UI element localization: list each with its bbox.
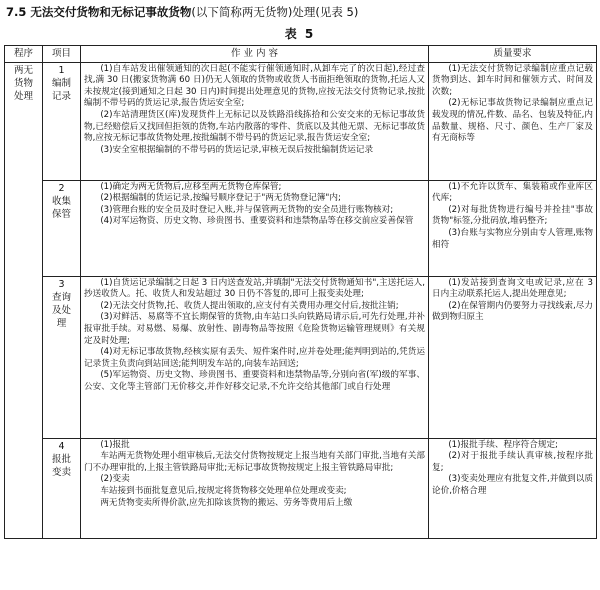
content-paragraph: (3)管理台账的安全员及时登记入账,并与保管两无货物的安全员进行账物核对; xyxy=(100,204,394,215)
content-paragraph: 车站两无货物处理小组审核后,无法交付货物按规定上报当地有关部门审批,当地有关部门不办理审批的,上报主管铁路局审批;无标记事故货物按规定上报主管铁路局审批; xyxy=(84,451,425,473)
content-paragraph: (1)自货运记录编制之日起 3 日内送查发站,并填制"无法交付货物通知书",主送托运人,抄送收货人。托、收货人和发站超过 30 日仍不答复的,即可上报变卖处理; xyxy=(84,277,425,300)
content-paragraph: (3)对鲜活、易腐等不宜长期保管的货物,由车站口头向铁路局请示后,可先行处理,并补报审批手续。对易燃、易爆、放射性、剧毒物品等按照《危险货物运输管理规则》有关规定及时处理; xyxy=(84,312,425,346)
item-cell xyxy=(43,62,81,180)
content-paragraph: 车站接到书面批复意见后,按规定将货物移交处理单位处理或变卖; xyxy=(100,485,347,496)
item-name: 查询及处理 xyxy=(51,291,71,329)
process-table xyxy=(4,45,597,539)
requirement-paragraph: (1)报批手续、程序符合规定; xyxy=(448,439,558,450)
table-row xyxy=(5,276,597,438)
requirement-cell xyxy=(429,438,597,538)
content-cell xyxy=(81,438,429,538)
item-cell xyxy=(43,180,81,276)
header-content: 作 业 内 容 xyxy=(81,46,429,63)
table-caption: 表 5 xyxy=(284,27,316,41)
requirement-paragraph: (2)无标记事故货物记录编制应重点记载发现的情况,件数、品名、包装及特征,内品数量、规格、尺寸、颜色、生产厂家及有无商标等 xyxy=(432,98,593,144)
item-number: 2 xyxy=(58,182,65,194)
requirement-cell xyxy=(429,62,597,180)
section-heading xyxy=(6,4,594,20)
content-paragraph: (2)无法交付货物,托、收货人提出领取的,应支付有关费用办理交付后,按批注销; xyxy=(100,300,399,311)
process-name: 两无货物处理 xyxy=(13,64,33,102)
item-number: 1 xyxy=(58,64,65,76)
requirement-cell xyxy=(429,180,597,276)
content-paragraph: (1)自车站发出催领通知的次日起(不能实行催领通知时,从卸车完了的次日起),经过查找,满 30 日(搬家货物满 60 日)仍无人领取的货物或收货人书面拒绝领取的货物,托运人又未按规定(接到通知之日起 30 日内)时间提出处理意见的货物,应按无法交付货物记录,按批编制不带号码的货运记录,报告货运安全室; xyxy=(84,63,425,109)
requirement-paragraph: (3)台账与实物应分别由专人管理,账物相符 xyxy=(432,227,593,250)
section-title-text: 无法交付货物和无标记事故货物 xyxy=(30,5,192,19)
item-number: 4 xyxy=(58,440,65,452)
content-cell xyxy=(81,62,429,180)
content-cell xyxy=(81,180,429,276)
header-requirement: 质量要求 xyxy=(429,46,597,63)
requirement-paragraph: (2)对每批货物进行编号并拴挂"事故货物"标签,分批码放,堆码整齐; xyxy=(432,204,593,227)
requirement-paragraph: (2)在保管期内仍要努力寻找线索,尽力做到物归原主 xyxy=(432,300,593,323)
item-cell xyxy=(43,438,81,538)
content-paragraph: (5)军运物资、历史文物、珍贵图书、重要资料和违禁物品等,分别向省(军)级的军事、公安、文化等主管部门无价移交,并作好移交记录,不允许交给其他部门或自行处理 xyxy=(84,370,425,392)
section-title-paren: (以下简称两无货物)处理(见表 5) xyxy=(191,5,359,19)
requirement-paragraph: (1)不允许以货车、集装箱或作业库区代库; xyxy=(432,181,593,204)
header-item: 项目 xyxy=(43,46,81,63)
content-paragraph: (2)车站清理货区(库)发现货件上无标记以及铁路沿线拣拾和公安交来的无标记事故货物,已经赔偿后又找回但拒领的货物,车站内散落的零件、货底以及其他无票、无标记事故货物,应按无标记事故货物处理,按批编制不带号码的货运记录,报告货运安全室; xyxy=(84,109,425,144)
header-process: 程序 xyxy=(5,46,43,63)
content-paragraph: (2)变卖 xyxy=(100,474,130,485)
item-name: 编制记录 xyxy=(51,77,71,102)
requirement-paragraph: (2)对于报批手续认真审核,按程序批复; xyxy=(432,451,593,473)
item-name: 报批变卖 xyxy=(51,453,71,478)
content-paragraph: 两无货物变卖所得价款,应先扣除该货物的搬运、劳务等费用后上缴 xyxy=(100,497,353,508)
table-row xyxy=(5,180,597,276)
content-paragraph: (1)报批 xyxy=(100,439,130,450)
item-cell xyxy=(43,276,81,438)
content-paragraph: (4)对无标记事故货物,经核实原有丢失、短件案件时,应并卷处理;能判明到站的,凭货运记录货主负责向到站回送;能判明发车站的,向装车站回送; xyxy=(84,347,425,369)
item-name: 收集保管 xyxy=(51,195,71,220)
content-paragraph: (1)确定为两无货物后,应移至两无货物仓库保管; xyxy=(100,181,282,192)
requirement-paragraph: (1)发站接到查询文电或记录,应在 3 日内主动联系托运人,提出处理意见; xyxy=(432,277,593,300)
requirement-paragraph: (1)无法交付货物记录编制应重点记载货物到达、卸车时间和催领方式、时间及次数; xyxy=(432,63,593,97)
table-row xyxy=(5,438,597,538)
process-cell xyxy=(5,62,43,538)
content-cell xyxy=(81,276,429,438)
content-paragraph: (2)根据编制的货运记录,按编号顺序登记于"两无货物登记簿"内; xyxy=(100,193,341,204)
table-header-row xyxy=(5,46,597,63)
content-paragraph: (4)对军运物资、历史文物、珍贵图书、重要资料和违禁物品等在移交前应妥善保管 xyxy=(100,216,414,227)
item-number: 3 xyxy=(58,278,65,290)
requirement-paragraph: (3)变卖处理应有批复文件,并做到以质论价,价格合理 xyxy=(432,474,593,496)
section-number: 7.5 xyxy=(6,5,27,19)
requirement-cell xyxy=(429,276,597,438)
table-row xyxy=(5,62,597,180)
content-paragraph: (3)安全室根据编制的不带号码的货运记录,审核无误后按批编制货运记录 xyxy=(100,144,374,155)
